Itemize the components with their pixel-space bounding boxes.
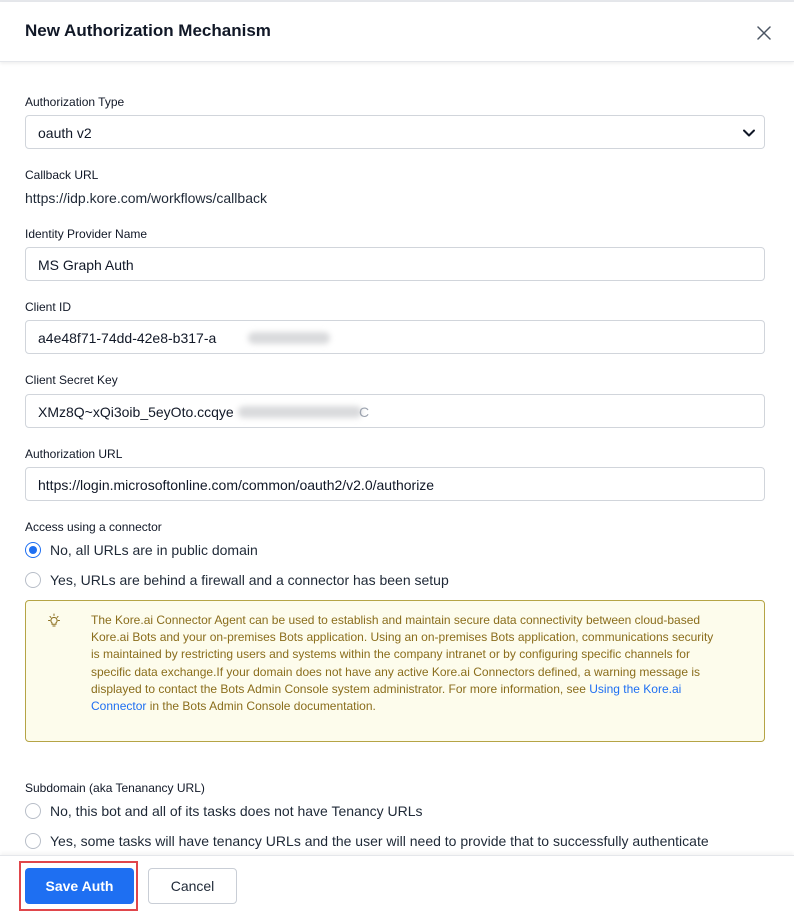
cancel-button[interactable]: Cancel xyxy=(148,868,237,904)
radio-label: Yes, URLs are behind a firewall and a connector has been setup xyxy=(50,572,449,588)
client-id-label: Client ID xyxy=(25,300,72,314)
close-icon[interactable] xyxy=(754,23,774,43)
idp-name-input[interactable] xyxy=(25,247,765,281)
auth-type-value: oauth v2 xyxy=(38,125,92,141)
redacted-blur xyxy=(238,406,362,418)
radio-label: No, this bot and all of its tasks does not have Tenancy URLs xyxy=(50,803,423,819)
connector-label: Access using a connector xyxy=(25,520,162,534)
auth-type-select[interactable] xyxy=(25,115,765,149)
client-id-value: a4e48f71-74dd-42e8-b317-a xyxy=(38,330,217,346)
connector-info-text xyxy=(91,612,721,715)
idp-name-value: MS Graph Auth xyxy=(38,257,134,273)
auth-url-value: https://login.microsoftonline.com/common/oauth2/v2.0/authorize xyxy=(38,477,435,493)
radio-button[interactable] xyxy=(25,833,41,849)
client-id-input[interactable] xyxy=(25,320,765,354)
dialog-title: New Authorization Mechanism xyxy=(25,21,271,40)
auth-type-label: Authorization Type xyxy=(25,95,125,109)
lightbulb-icon xyxy=(46,613,62,629)
redacted-blur xyxy=(248,332,330,344)
chevron-down-icon xyxy=(742,126,756,140)
info-text-suffix: in the Bots Admin Console documentation. xyxy=(146,699,376,714)
radio-label: Yes, some tasks will have tenancy URLs and the user will need to provide that to successfully authenticate xyxy=(50,833,709,849)
radio-button[interactable] xyxy=(25,542,41,558)
client-secret-tail: C xyxy=(359,404,370,420)
client-secret-label: Client Secret Key xyxy=(25,373,118,387)
client-secret-value: XMz8Q~xQi3oib_5eyOto.ccqye xyxy=(38,404,234,420)
dialog-header xyxy=(0,2,794,62)
radio-button[interactable] xyxy=(25,803,41,819)
callback-url-label: Callback URL xyxy=(25,168,99,182)
auth-url-label: Authorization URL xyxy=(25,447,123,461)
save-auth-button[interactable]: Save Auth xyxy=(25,868,134,904)
radio-label: No, all URLs are in public domain xyxy=(50,542,258,558)
kore-connector-link[interactable]: Using the Kore.ai Connector xyxy=(91,681,682,714)
idp-name-label: Identity Provider Name xyxy=(25,227,148,241)
radio-button[interactable] xyxy=(25,572,41,588)
connector-info-box xyxy=(25,600,765,742)
callback-url-value: https://idp.kore.com/workflows/callback xyxy=(25,190,267,206)
auth-url-input[interactable] xyxy=(25,467,765,501)
client-secret-input[interactable] xyxy=(25,394,765,428)
info-text-body: The Kore.ai Connector Agent can be used to establish and maintain secure data connectivity between cloud-based Kore.ai Bots and your on-premises Bots application. Using an on-premises Bots application, communications security is maintained by restricting users and systems within the company intranet or by configuring specific channels for specific data exchange.If your domain does not have any active Kore.ai Connectors defined, a warning message is displayed to contact the Bots Admin Console system administrator. For more information, see xyxy=(91,613,714,696)
subdomain-label: Subdomain (aka Tenanancy URL) xyxy=(25,781,205,795)
